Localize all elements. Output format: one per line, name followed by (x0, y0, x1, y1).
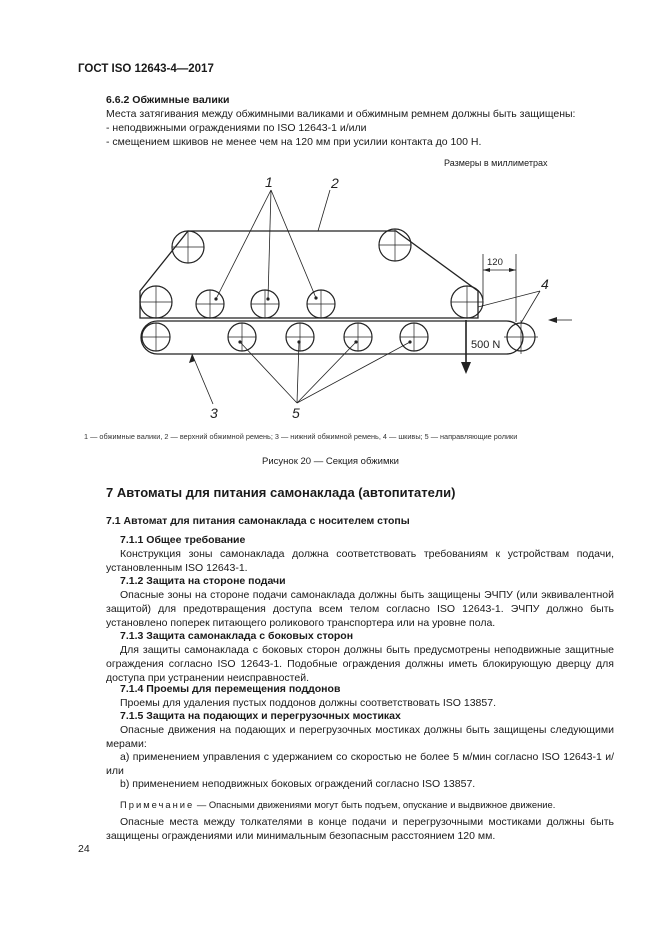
leader-lines-4 (478, 291, 540, 323)
guide-roller-2 (286, 323, 314, 351)
pressure-roller-1 (196, 290, 224, 318)
section-7-1-5-text: Опасные движения на подающих и перегрузочных мостиках должны быть защищены следующими мерами: (106, 724, 614, 750)
pulley-lower-right (504, 320, 538, 354)
leader-lines-5 (240, 342, 410, 403)
figure-title: Рисунок 20 — Секция обжимки (262, 456, 399, 467)
leader-line-3 (192, 354, 213, 404)
figure-caption: 1 — обжимные валики, 2 — верхний обжимной ремень; 3 — нижний обжимной ремень, 4 — шкивы; 5 — направляющие ролики (84, 432, 518, 441)
section-7-1-3-title: 7.1.3 Защита самонаклада с боковых сторон (120, 630, 354, 642)
guide-roller-4 (400, 323, 428, 351)
note-text: — Опасными движениями могут быть подъем, опускание и выдвижное движение. (194, 799, 556, 810)
page-number: 24 (78, 843, 90, 855)
section-7-1-5-item-b: b) применением неподвижных боковых ограждений согласно ISO 13857. (120, 778, 476, 790)
section-7-1-1-title: 7.1.1 Общее требование (120, 534, 246, 546)
figure-units-note: Размеры в миллиметрах (444, 158, 548, 168)
section-7-1-1-text: Конструкция зоны самонаклада должна соответствовать требованиям к устройствам подачи, установленным ISO 12643-1. (106, 548, 614, 574)
section-7-1-2-title: 7.1.2 Защита на стороне подачи (120, 575, 286, 587)
section-7-1-2-text: Опасные зоны на стороне подачи самонаклада должны быть защищены ЭЧПУ (или эквивалентной защитой) для предотвращения доступа всем телом согласно ISO 12643-1. ЭЧПУ должно быть установлено поперек питающего роликового транспортера или на уровне пола. (106, 589, 614, 629)
section-7-1-5-final: Опасные места между толкателями в конце подачи и перегрузочными мостиками должны быть защищены ограждениями или минимальным безопасным расстоянием 120 мм. (106, 816, 614, 842)
label-4: 4 (541, 276, 549, 292)
label-3: 3 (210, 405, 218, 421)
dimension-120-label: 120 (487, 257, 503, 268)
section-6-6-2-line-2: - неподвижными ограждениями по ISO 12643-1 и/или (106, 122, 367, 134)
pulley-mid-right (451, 286, 483, 318)
guide-roller-3 (344, 323, 372, 351)
upper-belt (140, 231, 478, 318)
pulley-upper-left (172, 231, 204, 263)
section-7-1-4-title: 7.1.4 Проемы для перемещения поддонов (120, 683, 341, 695)
leader-line-2 (318, 190, 330, 231)
section-6-6-2-title: 6.6.2 Обжимные валики (106, 94, 230, 106)
label-2: 2 (331, 175, 339, 191)
note-label: Примечание (120, 799, 195, 810)
label-1: 1 (265, 174, 273, 190)
pulley-mid-left (140, 286, 172, 318)
section-6-6-2-line-1: Места затягивания между обжимными валиками и обжимным ремнем должны быть защищены: (106, 108, 576, 120)
section-7-1-4-text: Проемы для удаления пустых поддонов должны соответствовать ISO 13857. (120, 697, 496, 709)
force-label: 500 N (471, 339, 501, 351)
note (106, 798, 614, 812)
pulley-lower-left (142, 323, 170, 351)
figure-20-diagram (0, 0, 661, 440)
document-header: ГОСТ ISO 12643-4—2017 (78, 63, 214, 75)
section-6-6-2-line-3: - смещением шкивов не менее чем на 120 мм при усилии контакта до 100 Н. (106, 136, 482, 148)
guide-roller-1 (228, 323, 256, 351)
section-7-1-5-item-a: a) применением управления с удержанием со скоростью не более 5 м/мин согласно ISO 12643-1 и/или (106, 751, 614, 777)
pressure-roller-2 (251, 290, 279, 318)
section-7-1-title: 7.1 Автомат для питания самонаклада с носителем стопы (106, 515, 410, 527)
leader-lines-1 (216, 190, 316, 299)
section-7-heading: 7 Автоматы для питания самонаклада (автопитатели) (106, 485, 456, 500)
section-7-1-3-text: Для защиты самонаклада с боковых сторон должны быть предусмотрены неподвижные защитные ограждения согласно ISO 12643-1. Подобные ограждения должны иметь блокирующую дверцу для доступа при устранении неисправностей. (106, 644, 614, 684)
label-5: 5 (292, 405, 300, 421)
pulley-upper-right (379, 229, 411, 261)
pressure-roller-3 (307, 290, 335, 318)
section-7-1-5-title: 7.1.5 Защита на подающих и перегрузочных мостиках (120, 710, 401, 722)
